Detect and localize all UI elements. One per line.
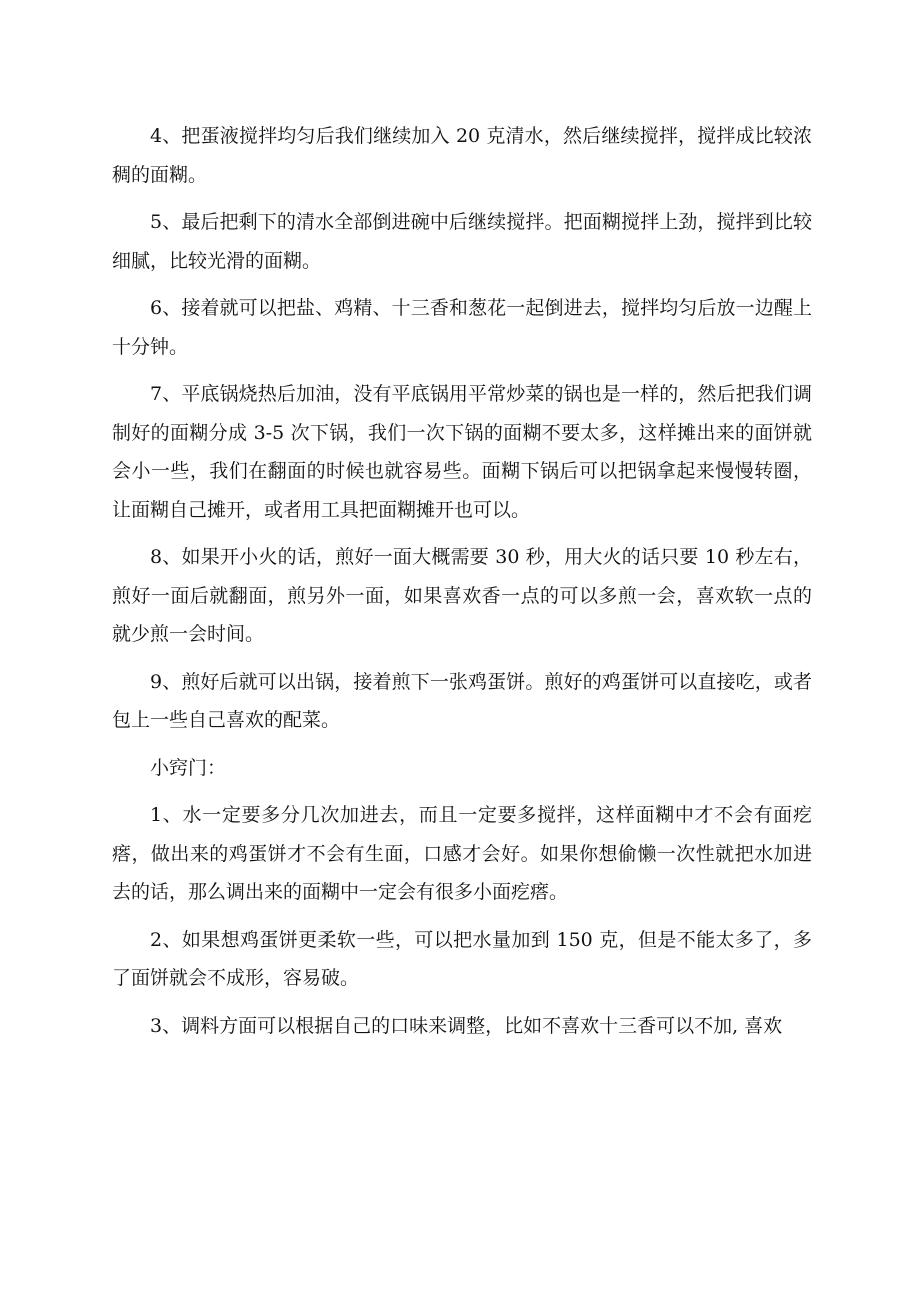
paragraph-step-4: 4、把蛋液搅拌均匀后我们继续加入 20 克清水，然后继续搅拌，搅拌成比较浓稠的面糊。	[112, 125, 812, 186]
paragraph-tip-3: 3、调料方面可以根据自己的口味来调整，比如不喜欢十三香可以不加, 喜欢	[150, 1014, 783, 1037]
tips-heading: 小窍门：	[150, 756, 227, 779]
paragraph-step-8: 8、如果开小火的话，煎好一面大概需要 30 秒，用大火的话只要 10 秒左右，煎好一面后就翻面，煎另外一面，如果喜欢香一点的可以多煎一会，喜欢软一点的就少煎一会时间。	[112, 546, 812, 645]
paragraph-step-7: 7、平底锅烧热后加油，没有平底锅用平常炒菜的锅也是一样的，然后把我们调制好的面糊分成 3-5 次下锅，我们一次下锅的面糊不要太多，这样摊出来的面饼就会小一些，我们在翻面的时候也就容易些。面糊下锅后可以把锅拿起来慢慢转圈，让面糊自己摊开，或者用工具把面糊摊开也可以。	[112, 383, 812, 521]
paragraph-step-5: 5、最后把剩下的清水全部倒进碗中后继续搅拌。把面糊搅拌上劲，搅拌到比较细腻，比较光滑的面糊。	[112, 211, 812, 272]
paragraph-step-9: 9、煎好后就可以出锅，接着煎下一张鸡蛋饼。煎好的鸡蛋饼可以直接吃，或者包上一些自己喜欢的配菜。	[112, 670, 812, 731]
paragraph-step-6: 6、接着就可以把盐、鸡精、十三香和葱花一起倒进去，搅拌均匀后放一边醒上十分钟。	[112, 297, 812, 358]
paragraph-tip-1: 1、水一定要多分几次加进去，而且一定要多搅拌，这样面糊中才不会有面疙瘩，做出来的鸡蛋饼才不会有生面，口感才会好。如果你想偷懒一次性就把水加进去的话，那么调出来的面糊中一定会有很多小面疙瘩。	[112, 804, 812, 903]
paragraph-tip-2: 2、如果想鸡蛋饼更柔软一些，可以把水量加到 150 克，但是不能太多了，多了面饼就会不成形，容易破。	[112, 928, 812, 989]
document-body	[112, 117, 812, 1054]
